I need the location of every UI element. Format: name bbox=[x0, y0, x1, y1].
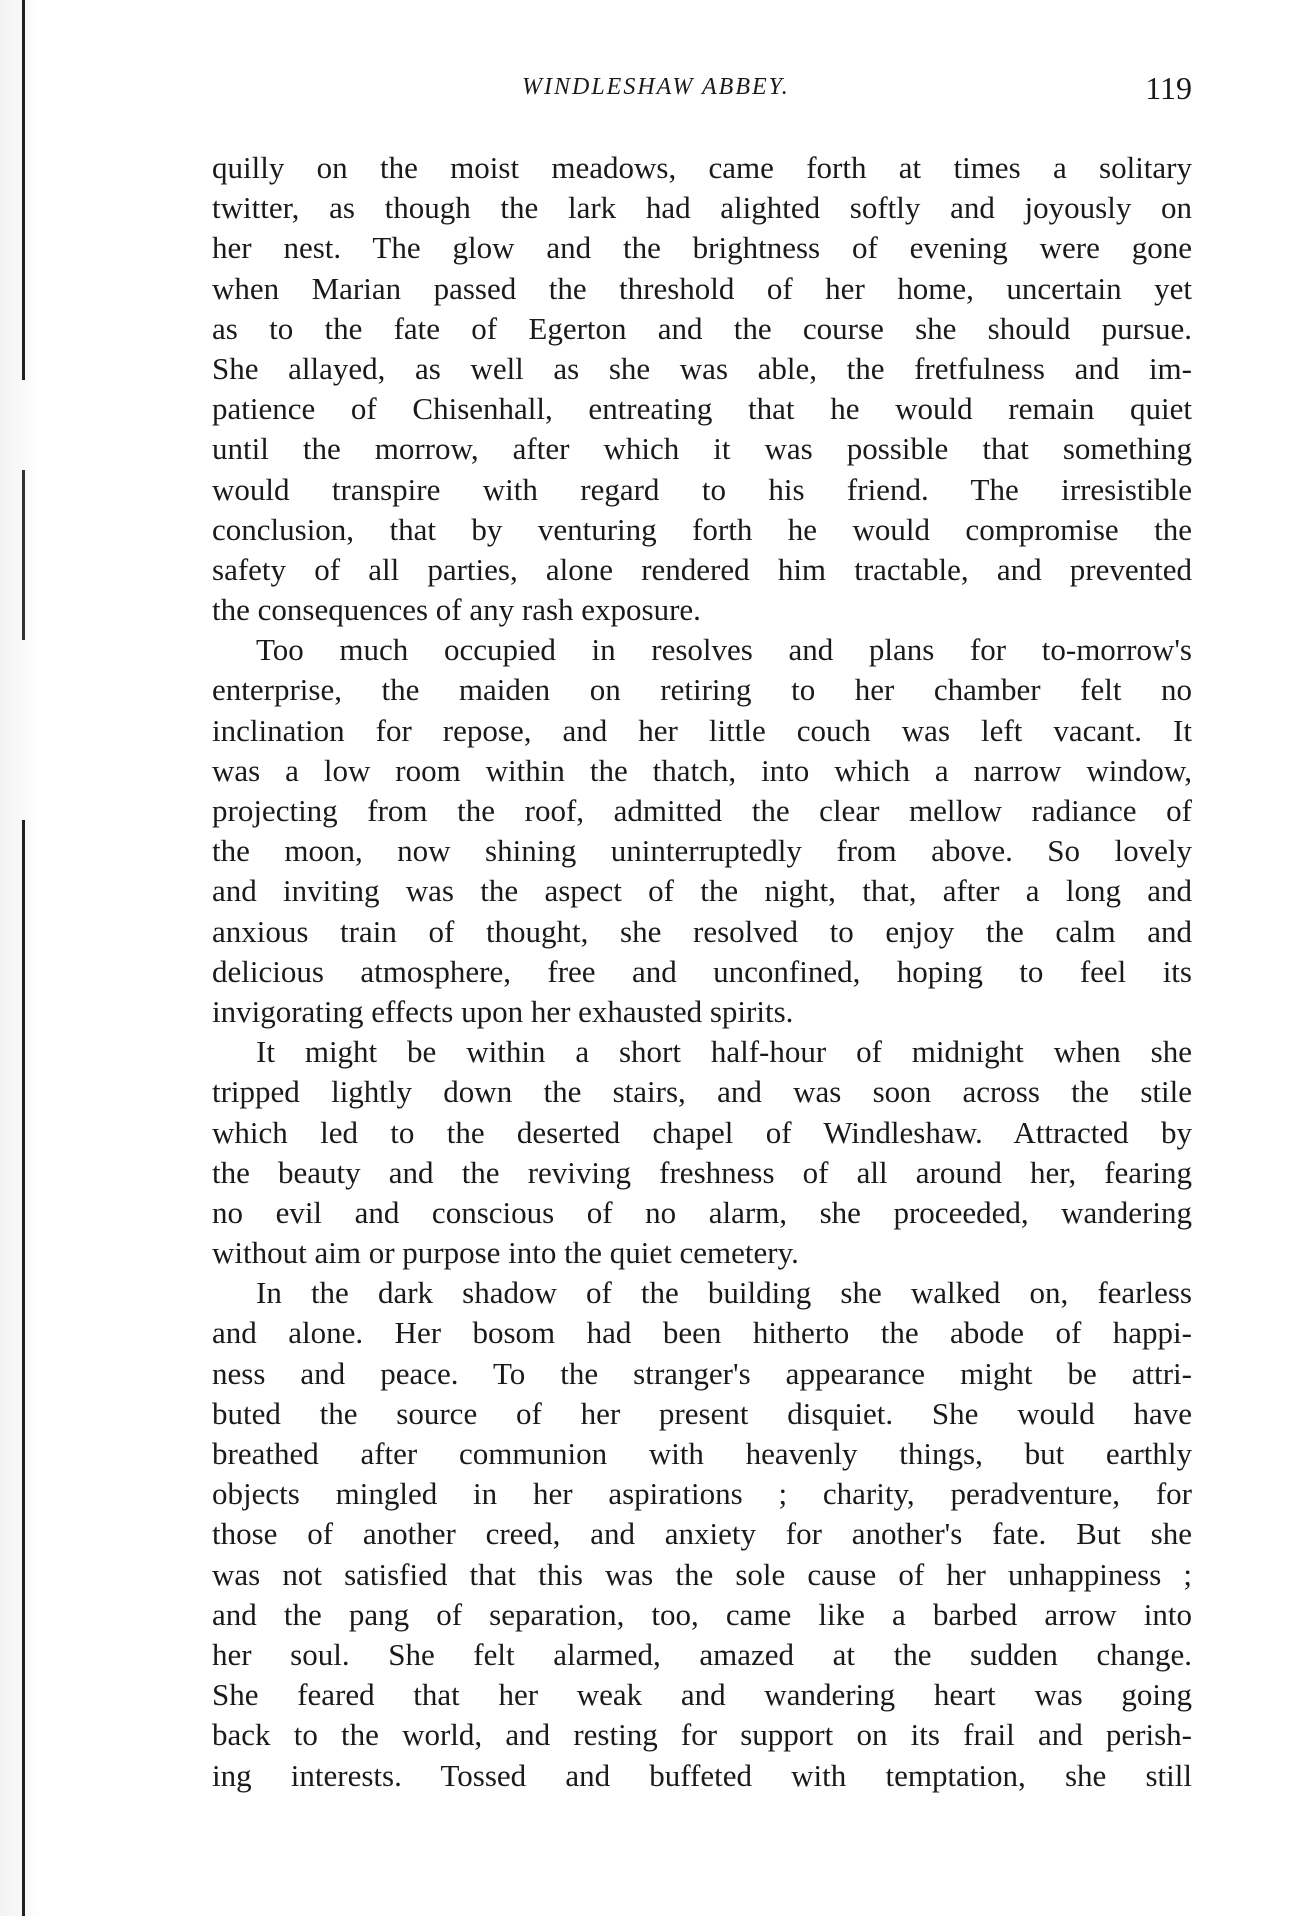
text-line: ing interests. Tossed and buffeted with temptation, she still bbox=[212, 1757, 1192, 1793]
text-line: conclusion, that by venturing forth he would compromise the bbox=[212, 511, 1192, 547]
running-head bbox=[212, 70, 1192, 110]
text-line: delicious atmosphere, free and unconfined, hoping to feel its bbox=[212, 953, 1192, 989]
text-line: would transpire with regard to his friend. The irresistible bbox=[212, 471, 1192, 507]
text-line: the consequences of any rash exposure. bbox=[212, 592, 701, 628]
text-line: which led to the deserted chapel of Windleshaw. Attracted by bbox=[212, 1114, 1192, 1150]
text-line: the beauty and the reviving freshness of all around her, fearing bbox=[212, 1154, 1192, 1190]
text-line: Too much occupied in resolves and plans for to-morrow's bbox=[256, 632, 1192, 668]
text-line: as to the fate of Egerton and the course she should pursue. bbox=[212, 310, 1192, 346]
text-line: anxious train of thought, she resolved to enjoy the calm and bbox=[212, 913, 1192, 949]
text-line: no evil and conscious of no alarm, she proceeded, wandering bbox=[212, 1194, 1192, 1230]
running-title: WINDLESHAW ABBEY. bbox=[522, 74, 790, 100]
text-line: inclination for repose, and her little couch was left vacant. It bbox=[212, 712, 1192, 748]
text-line: was a low room within the thatch, into which a narrow window, bbox=[212, 752, 1192, 788]
text-line: She feared that her weak and wandering heart was going bbox=[212, 1677, 1192, 1713]
text-line: ness and peace. To the stranger's appearance might be attri- bbox=[212, 1355, 1192, 1391]
text-line: It might be within a short half-hour of midnight when she bbox=[256, 1034, 1192, 1070]
text-line: back to the world, and resting for support on its frail and perish- bbox=[212, 1717, 1192, 1753]
text-line: projecting from the roof, admitted the clear mellow radiance of bbox=[212, 793, 1192, 828]
text-line: and inviting was the aspect of the night, that, after a long and bbox=[212, 873, 1192, 909]
page-number: 119 bbox=[1145, 70, 1192, 106]
body-text bbox=[212, 148, 1192, 1796]
text-line: the moon, now shining uninterruptedly from above. So lovely bbox=[212, 833, 1192, 869]
text-line: and alone. Her bosom had been hitherto the abode of happi- bbox=[212, 1315, 1192, 1351]
text-line: her nest. The glow and the brightness of evening were gone bbox=[212, 230, 1192, 266]
text-line: enterprise, the maiden on retiring to her chamber felt no bbox=[212, 672, 1192, 708]
text-line: invigorating effects upon her exhausted spirits. bbox=[212, 993, 794, 1029]
text-line: breathed after communion with heavenly things, but earthly bbox=[212, 1436, 1192, 1471]
text-line: without aim or purpose into the quiet cemetery. bbox=[212, 1235, 799, 1271]
text-line: her soul. She felt alarmed, amazed at the sudden change. bbox=[212, 1636, 1192, 1672]
text-line: those of another creed, and anxiety for another's fate. But she bbox=[212, 1516, 1192, 1552]
text-line: safety of all parties, alone rendered him tractable, and prevented bbox=[212, 551, 1192, 587]
text-line: In the dark shadow of the building she walked on, fearless bbox=[256, 1275, 1192, 1311]
text-line: buted the source of her present disquiet. She would have bbox=[212, 1395, 1192, 1431]
text-line: until the morrow, after which it was possible that something bbox=[212, 431, 1192, 467]
text-line: She allayed, as well as she was able, the fretfulness and im- bbox=[212, 350, 1192, 386]
text-line: twitter, as though the lark had alighted softly and joyously on bbox=[212, 190, 1192, 226]
binding-edge bbox=[22, 0, 25, 1916]
text-line: tripped lightly down the stairs, and was soon across the stile bbox=[212, 1074, 1192, 1110]
text-line: patience of Chisenhall, entreating that he would remain quiet bbox=[212, 391, 1192, 427]
text-line: quilly on the moist meadows, came forth at times a solitary bbox=[212, 150, 1192, 185]
text-line: and the pang of separation, too, came like a barbed arrow into bbox=[212, 1596, 1192, 1632]
text-line: was not satisfied that this was the sole cause of her unhappiness ; bbox=[212, 1556, 1192, 1592]
binding-shadow bbox=[0, 0, 40, 1916]
text-line: when Marian passed the threshold of her home, uncertain yet bbox=[212, 270, 1192, 306]
text-line: objects mingled in her aspirations ; charity, peradventure, for bbox=[212, 1476, 1192, 1512]
